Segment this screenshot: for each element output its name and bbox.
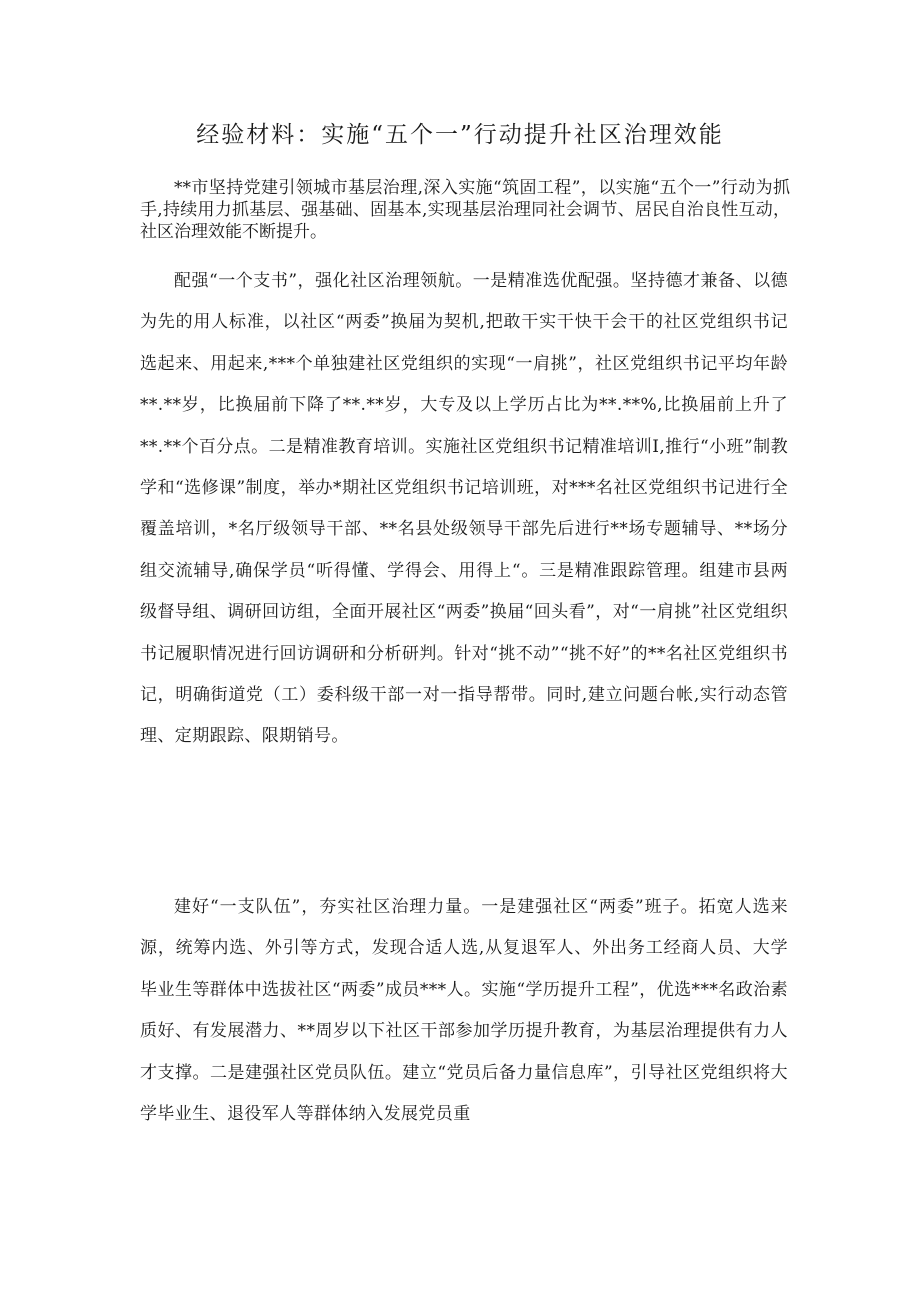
body-paragraph-2: 建好“一支队伍”，夯实社区治理力量。一是建强社区“两委”班子。拓宽人选来源，统筹内选、外引等方式，发现合适人选,从复退军人、外出务工经商人员、大学毕业生等群体中选拔社区“两委”成员***人。实施“学历提升工程”，优选***名政治素质好、有发展潜力、**周岁以下社区干部参加学历提升教育，为基层治理提供有力人才支撑。二是建强社区党员队伍。建立“党员后备力量信息库”，引导社区党组织将大学毕业生、退役军人等群体纳入发展党员重 xyxy=(140,897,788,1125)
document-title: 经验材料：实施“五个一”行动提升社区治理效能 xyxy=(196,122,724,148)
intro-paragraph: **市坚持党建引领城市基层治理,深入实施“筑固工程”，以实施“五个一”行动为抓手,持续用力抓基层、强基础、固基本,实现基层治理同社会调节、居民自治良性互动，社区治理效能不断提升。 xyxy=(140,178,790,242)
body-paragraph-1: 配强“一个支书”，强化社区治理领航。一是精准选优配强。坚持德才兼备、以德为先的用人标准，以社区“两委”换届为契机,把敢干实干快干会干的社区党组织书记选起来、用起来,***个单独建社区党组织的实现“一肩挑”，社区党组织书记平均年龄**.**岁，比换届前下降了**.**岁，大专及以上学历占比为**.**%,比换届前上升了**.**个百分点。二是精准教育培训。实施社区党组织书记精准培训I,推行“小班”制教学和“选修课”制度，举办*期社区党组织书记培训班，对***名社区党组织书记进行全覆盖培训，*名厅级领导干部、**名县处级领导干部先后进行**场专题辅导、**场分组交流辅导,确保学员“听得懂、学得会、用得上“。三是精准跟踪管理。组建市县两级督导组、调研回访组，全面开展社区“两委”换届“回头看”，对“一肩挑”社区党组织书记履职情况进行回访调研和分析研判。针对“挑不动”“挑不好”的**名社区党组织书记，明确街道党（工）委科级干部一对一指导帮带。同时,建立问题台帐,实行动态管理、定期跟踪、限期销号。 xyxy=(140,271,788,747)
